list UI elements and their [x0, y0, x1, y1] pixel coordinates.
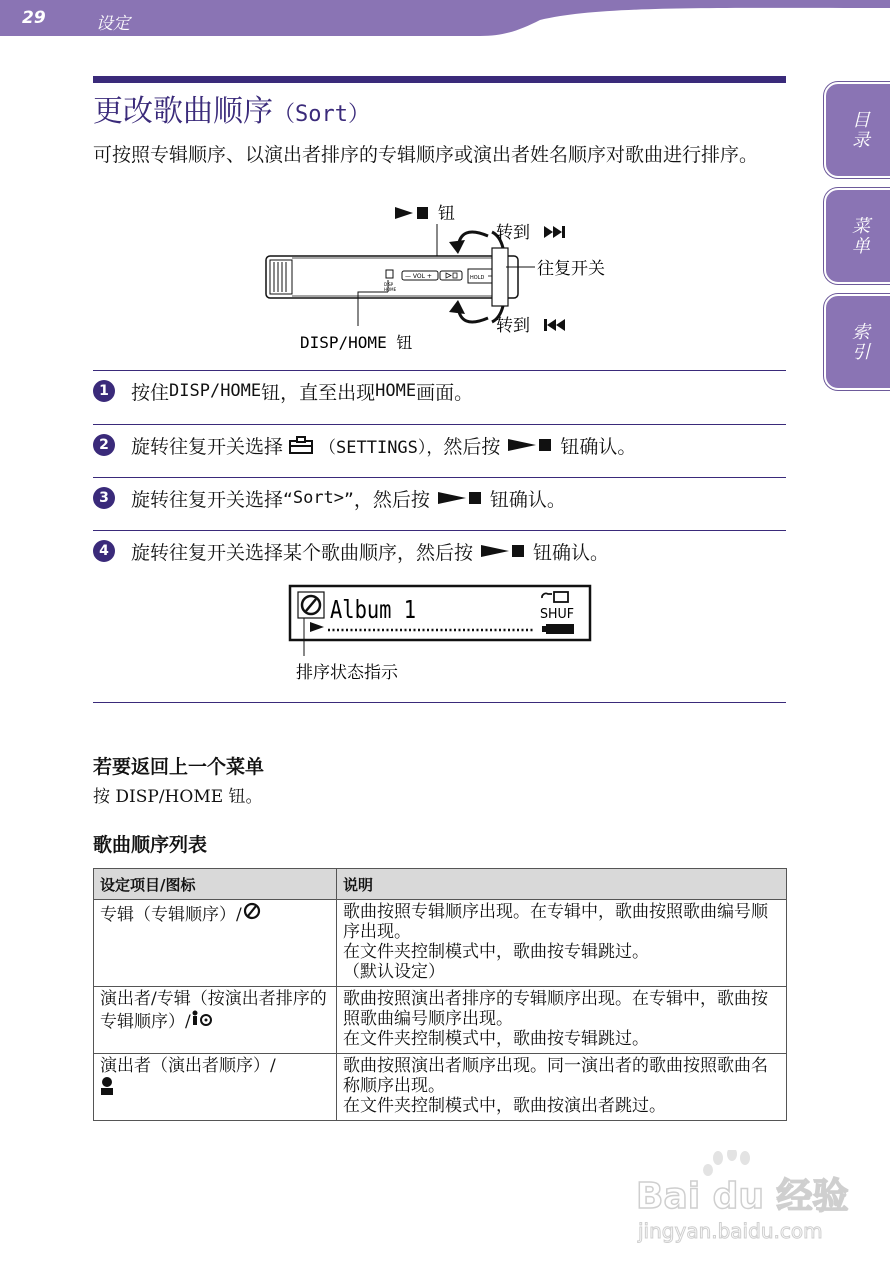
shuttle-switch-label: 往复开关 [537, 259, 605, 279]
return-text: 按 DISP/HOME 钮。 [93, 787, 263, 807]
table-header: 设定项目/图标 [94, 869, 337, 900]
next-track-icon [544, 226, 565, 238]
shuffle-text: SHUF [540, 607, 574, 622]
step-text: 画面。 [416, 381, 474, 404]
page-title [93, 86, 370, 130]
step-text: 钮，直至出现 [261, 381, 376, 404]
sort-indicator-label: 排序状态指示 [296, 663, 398, 683]
paw-logo [703, 1150, 750, 1176]
step-number: 2 [93, 434, 115, 456]
step-4 [93, 531, 786, 571]
table-cell-item [94, 987, 337, 1054]
desc-line: 在文件夹控制模式中，歌曲按演出者跳过。 [343, 1096, 666, 1116]
title-rule [93, 76, 786, 83]
table-cell-desc [337, 987, 787, 1054]
desc-line: 歌曲按照演出者排序的专辑顺序出现。在专辑中，歌曲按照歌曲编号顺序出现。 [343, 989, 768, 1029]
step-number: 4 [93, 540, 115, 562]
desc-line: 歌曲按照专辑顺序出现。在专辑中，歌曲按照歌曲编号顺序出现。 [343, 902, 768, 942]
tab-contents-label: 目录 [849, 110, 870, 150]
desc-line: 在文件夹控制模式中，歌曲按专辑跳过。 [343, 942, 649, 962]
step-text: 钮确认。 [560, 435, 637, 458]
tab-menu[interactable] [824, 188, 890, 284]
item-text: 专辑（专辑顺序）/ [100, 905, 242, 925]
step-text: 然后按 [443, 435, 501, 458]
tab-menu-label: 菜单 [849, 216, 870, 256]
page-title-latin: （Sort） [273, 102, 370, 127]
baidu-watermark [632, 1150, 862, 1250]
hold-text: HOLD [470, 275, 485, 281]
step-text: ”，然后按 [344, 488, 430, 511]
step-2 [93, 425, 786, 465]
settings-toolbox-icon [289, 436, 313, 454]
step-text: 旋转往复开关选择 [131, 435, 284, 458]
artist-order-icon [100, 1081, 116, 1101]
play-stop-icon [479, 543, 527, 559]
header-band [0, 0, 890, 36]
item-text: 演出者（演出者顺序）/ [100, 1056, 276, 1076]
battery-icon [542, 624, 574, 634]
play-stop-icon [436, 490, 484, 506]
step-mono: HOME [375, 381, 417, 401]
desc-line: 在文件夹控制模式中，歌曲按专辑跳过。 [343, 1029, 649, 1049]
step-mono: Sort> [292, 488, 345, 508]
album-order-icon [242, 905, 262, 925]
watermark-url: jingyan.baidu.com [638, 1219, 823, 1243]
step-text: 旋转往复开关选择“ [131, 488, 293, 511]
to-prev-label: 转到 [496, 316, 530, 336]
home-small-text: HOME [384, 287, 397, 292]
step-text: 按住 [131, 381, 170, 404]
step-text: 钮确认。 [533, 541, 610, 564]
page-title-main: 更改歌曲顺序 [93, 94, 273, 129]
table-row [94, 900, 787, 987]
table-cell-desc [337, 1054, 787, 1121]
display-album-text: Album 1 [330, 595, 416, 624]
item-text: 演出者/专辑（按演出者排序的专辑顺序）/ [100, 989, 327, 1032]
step-number: 1 [93, 380, 115, 402]
intro-text: 可按照专辑顺序、以演出者排序的专辑顺序或演出者姓名顺序对歌曲进行排序。 [93, 144, 759, 166]
desc-line: （默认设定） [343, 962, 445, 982]
sort-order-table [93, 868, 787, 1121]
step-3 [93, 478, 786, 518]
watermark-brand: Bai du 经验 [636, 1176, 849, 1217]
table-cell-item [94, 900, 337, 987]
table-row [94, 1054, 787, 1121]
tab-index-label: 索引 [849, 322, 870, 362]
step-text: 旋转往复开关选择某个歌曲顺序，然后按 [131, 541, 474, 564]
section-rule [93, 702, 786, 703]
prev-track-icon [544, 319, 565, 331]
step-number: 3 [93, 487, 115, 509]
disp-home-label: DISP/HOME 钮 [300, 333, 413, 352]
step-mono: （SETTINGS）， [319, 437, 444, 458]
list-heading: 歌曲顺序列表 [93, 834, 208, 856]
tab-index[interactable] [824, 294, 890, 390]
return-heading: 若要返回上一个菜单 [93, 756, 265, 778]
table-row [94, 987, 787, 1054]
play-stop-icon [506, 437, 554, 453]
table-header-row [94, 869, 787, 900]
device-figure [260, 196, 640, 356]
to-next-label: 转到 [496, 223, 530, 243]
disp-small-text: DISP [384, 282, 394, 287]
step-mono: DISP/HOME [169, 381, 262, 401]
table-header: 说明 [337, 869, 787, 900]
artist-album-order-icon [191, 1012, 213, 1032]
tab-contents[interactable] [824, 82, 890, 178]
step-text: 钮确认。 [489, 488, 566, 511]
section-name: 设定 [96, 14, 130, 34]
vol-text: — VOL + [405, 273, 432, 280]
table-cell-desc [337, 900, 787, 987]
page-number: 29 [22, 8, 46, 28]
step-1 [93, 371, 786, 411]
display-figure [288, 584, 598, 686]
table-cell-item [94, 1054, 337, 1121]
play-stop-icon [395, 207, 428, 219]
desc-line: 歌曲按照演出者顺序出现。同一演出者的歌曲按照歌曲名称顺序出现。 [343, 1056, 768, 1096]
play-button-label: 钮 [438, 204, 455, 224]
